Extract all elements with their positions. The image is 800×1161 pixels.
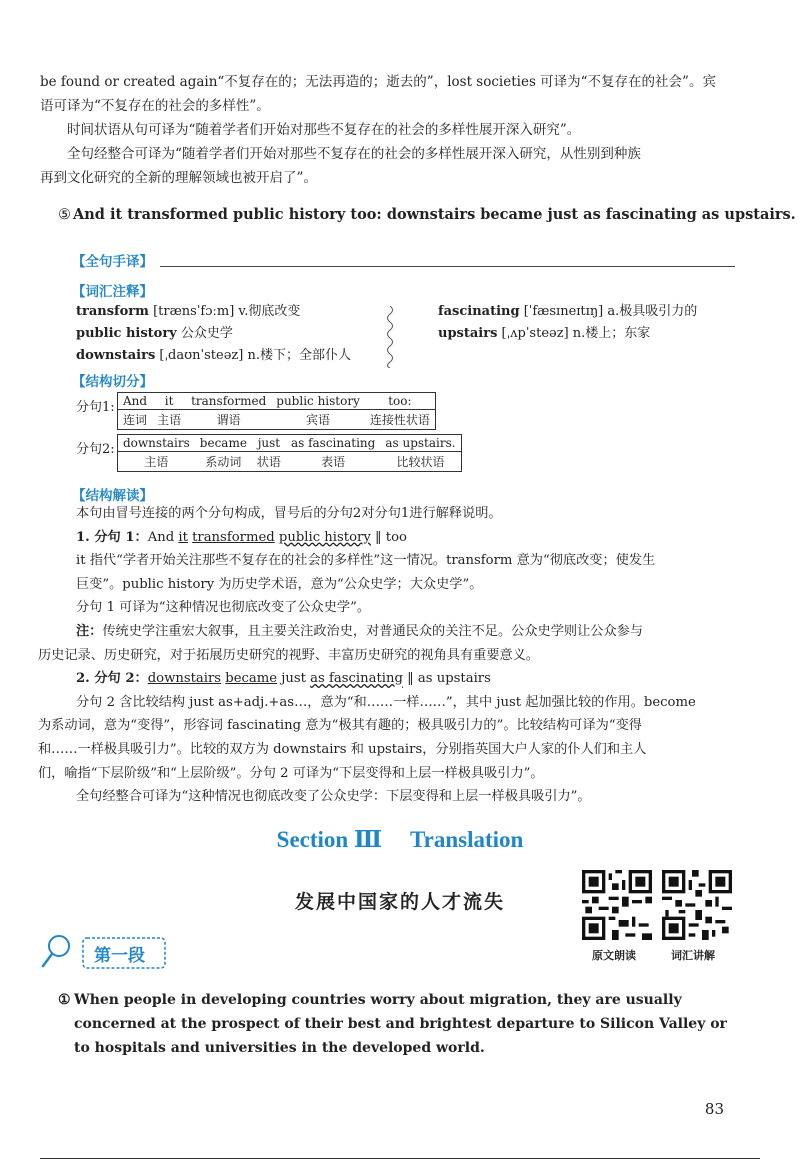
top-paragraph bbox=[40, 70, 752, 190]
clause2-label: 分句2: bbox=[76, 442, 115, 457]
sentence-5 bbox=[58, 206, 796, 223]
magnifier-icon bbox=[40, 933, 74, 971]
text-line: 全句经整合可译为“随着学者们开始对那些不复存在的社会的多样性展开深入研究，从性别到种族 bbox=[67, 146, 641, 162]
predicate-part: transformed bbox=[192, 529, 275, 545]
text-line: 巨变”。public history 为历史学术语，意为“公众史学；大众史学”。 bbox=[76, 576, 483, 592]
clause-role: 比较状语 bbox=[396, 455, 445, 469]
clause2-box bbox=[117, 434, 462, 472]
clause-role: 宾语 bbox=[306, 413, 331, 427]
text-line: be found or created again“不复存在的；无法再造的；逝去的”，lost societies 可译为“不复存在的社会”。宾 bbox=[40, 74, 716, 90]
paragraph-badge bbox=[60, 937, 164, 967]
qr-label-vocab: 词汇讲解 bbox=[671, 949, 715, 962]
adverbial-part: just bbox=[281, 671, 306, 687]
vocab-def: [trænsˈfɔːm] v.彻底改变 bbox=[153, 304, 301, 319]
clause-role: 连接性状语 bbox=[369, 413, 430, 427]
vocab-def: [ˌʌpˈsteəz] n.楼上；东家 bbox=[501, 326, 651, 341]
subject-part: it bbox=[178, 529, 188, 545]
vocab-left bbox=[76, 301, 351, 367]
structure-explain-header: 【结构解读】 bbox=[72, 488, 153, 504]
vocab-entry bbox=[76, 301, 351, 323]
clause-role: 谓语 bbox=[216, 413, 241, 427]
clause-word: downstairs bbox=[118, 435, 195, 452]
text-line: 语可译为“不复存在的社会的多样性”。 bbox=[40, 98, 270, 114]
structure-split-header: 【结构切分】 bbox=[72, 374, 153, 390]
chinese-title: 发展中国家的人才流失 bbox=[294, 891, 505, 913]
text-line: 时间状语从句可译为“随着学者们开始对那些不复存在的社会的多样性展开深入研究”。 bbox=[67, 122, 581, 138]
clause1-table bbox=[118, 393, 435, 429]
clause-word: became bbox=[195, 435, 252, 452]
clause-role: 系动词 bbox=[205, 455, 242, 469]
text-line: 历史记录、历史研究，对于拓展历史研究的视野、丰富历史研究的视角具有重要意义。 bbox=[38, 647, 540, 663]
vocab-right bbox=[438, 301, 697, 345]
vocab-def: [ˌdaʊnˈsteəz] n.楼下；全部仆人 bbox=[159, 348, 351, 363]
vocab-def: [ˈfæsɪneɪtɪŋ] a.极具吸引力的 bbox=[523, 304, 698, 319]
object-part: public history bbox=[278, 529, 371, 545]
clause-word: just bbox=[252, 435, 286, 452]
clause-word: public history bbox=[271, 393, 365, 410]
clause-word: as upstairs. bbox=[380, 435, 460, 452]
vocab-word: transform bbox=[76, 304, 149, 319]
vocab-word: downstairs bbox=[76, 348, 156, 363]
text-line: 全句经整合可译为“这种情况也彻底改变了公众史学：下层变得和上层一样极具吸引力”。 bbox=[76, 789, 591, 805]
clause-word: transformed bbox=[186, 393, 271, 410]
qr-code-icon[interactable] bbox=[662, 870, 732, 940]
vocab-entry bbox=[438, 301, 697, 323]
clause1-analysis bbox=[76, 526, 752, 550]
vocab-word: fascinating bbox=[438, 304, 520, 319]
sentence-text: When people in developing countries worry about migration, they are usually concerned at the prospect of their best and brightest departure to Silicon Valley or to hospitals and universities in the developed world. bbox=[74, 992, 727, 1056]
text-line: 分句 2 含比较结构 just as+adj.+as…，意为“和……一样……”，其中 just 起加强比较的作用。become bbox=[76, 694, 696, 710]
section-name: Translation bbox=[409, 827, 524, 852]
clause1-head: 1. 分句 1： bbox=[76, 529, 148, 545]
note-head: 注： bbox=[76, 623, 103, 639]
subject-part: And bbox=[147, 529, 175, 545]
note-line bbox=[76, 620, 752, 644]
vocab-header: 【词汇注释】 bbox=[72, 284, 153, 300]
vocab-entry bbox=[438, 323, 697, 345]
clause-word: too: bbox=[365, 393, 435, 410]
vocab-def: 公众史学 bbox=[180, 326, 233, 341]
clause-word: it bbox=[152, 393, 186, 410]
subject-part: downstairs bbox=[147, 671, 222, 687]
clause1-box bbox=[117, 392, 436, 430]
complement-part: as fascinating bbox=[310, 671, 403, 687]
wavy-divider bbox=[383, 306, 397, 368]
sentence-number: ① bbox=[58, 992, 71, 1008]
vocab-word: upstairs bbox=[438, 326, 498, 341]
text-line: 再到文化研究的全新的理解领域也被开启了”。 bbox=[40, 170, 317, 186]
clause-role: 连词 bbox=[123, 413, 148, 427]
clause-word: as fascinating bbox=[286, 435, 380, 452]
vocab-entry bbox=[76, 323, 351, 345]
text-line: 们，喻指“下层阶级”和“上层阶级”。分句 2 可译为“下层变得和上层一样极具吸引力”。 bbox=[38, 765, 544, 781]
note-text: 传统史学注重宏大叙事，且主要关注政治史，对普通民众的关注不足。公众史学则让公众参与 bbox=[102, 623, 644, 639]
clause-role: 状语 bbox=[256, 455, 281, 469]
section-label: Section Ⅲ bbox=[276, 827, 382, 852]
clause-role: 表语 bbox=[321, 455, 346, 469]
sentence-number: ⑤ bbox=[58, 207, 71, 223]
clause-role: 主语 bbox=[144, 455, 169, 469]
text-line: 分句 1 可译为“这种情况也彻底改变了公众史学”。 bbox=[76, 600, 371, 616]
adverbial-part: ‖ as upstairs bbox=[407, 671, 491, 687]
clause1-label: 分句1: bbox=[76, 400, 115, 415]
full-translation-header: 【全句手译】 bbox=[72, 254, 153, 270]
explanation bbox=[38, 502, 752, 809]
predicate-part: became bbox=[225, 671, 278, 687]
section-title bbox=[0, 826, 800, 853]
sentence-1 bbox=[58, 988, 730, 1060]
explain-intro: 本句由冒号连接的两个分句构成，冒号后的分句2对分句1进行解释说明。 bbox=[76, 506, 502, 521]
clause2-analysis bbox=[76, 667, 752, 691]
clause2-table bbox=[118, 435, 461, 471]
clause-word: And bbox=[118, 393, 152, 410]
clause-role: 主语 bbox=[157, 413, 182, 427]
vocab-word: public history bbox=[76, 326, 177, 341]
translation-blank-line[interactable] bbox=[160, 266, 735, 267]
text-line: 为系动词，意为“变得”，形容词 fascinating 意为“极其有趣的；极具吸引力的”。比较结构可译为“变得 bbox=[38, 718, 642, 734]
page-number: 83 bbox=[704, 1100, 724, 1118]
text-line: 和……一样极具吸引力”。比较的双方为 downstairs 和 upstairs，分别指英国大户人家的仆人们和主人 bbox=[38, 741, 647, 757]
clause2-head: 2. 分句 2： bbox=[76, 671, 148, 687]
paragraph-badge-label: 第一段 bbox=[94, 946, 145, 966]
adverbial-part: ‖ too bbox=[374, 529, 407, 545]
sentence-text: And it transformed public history too: downstairs became just as fascinating as upstairs. bbox=[73, 206, 796, 223]
bottom-rule bbox=[40, 1158, 760, 1159]
text-line: it 指代“学者开始关注那些不复存在的社会的多样性”这一情况。transform 意为“彻底改变；使发生 bbox=[76, 553, 656, 569]
qr-code-icon[interactable] bbox=[582, 870, 652, 940]
qr-label-audio: 原文朗读 bbox=[592, 949, 636, 962]
vocab-entry bbox=[76, 345, 351, 367]
